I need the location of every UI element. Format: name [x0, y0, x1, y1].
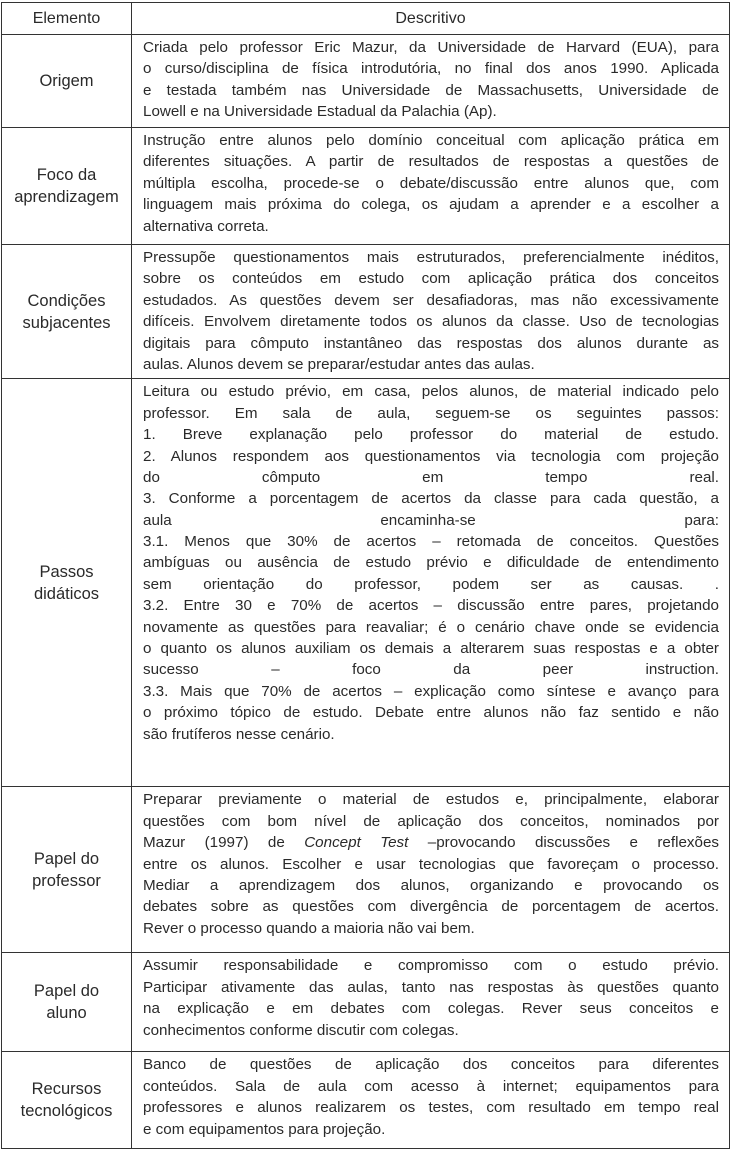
description-line: e testada também nas Universidade de Massachusetts, Universidade de [143, 81, 719, 99]
element-label: subjacentes [22, 313, 111, 332]
description-line: estudados. As questões devem ser desafiadoras, mas não excessivamente [143, 291, 719, 309]
element-cell [2, 128, 132, 245]
description-line: Assumir responsabilidade e compromisso com o estudo prévio. [143, 957, 719, 975]
description-line: novamente as questões para reavaliar; é o cenário chave onde se evidencia [143, 618, 719, 636]
description-line: aula encaminha-se para: [143, 511, 719, 529]
element-cell [2, 787, 132, 953]
description-line: difíceis. Envolvem diretamente todos os alunos da classe. Uso de tecnologias [143, 313, 719, 331]
table-header-row [2, 3, 730, 35]
description-line: alternativa correta. [143, 217, 269, 235]
description-line: Rever o processo quando a maioria não vai bem. [143, 919, 475, 937]
description-line: 3.3. Mais que 70% de acertos – explicação como síntese e avanço para [143, 682, 719, 700]
element-label: professor [32, 871, 101, 890]
description-line: o próximo tópico de estudo. Debate entre alunos não faz sentido e não [143, 704, 719, 722]
description-line: aulas. Alunos devem se preparar/estudar antes das aulas. [143, 355, 535, 373]
element-cell [2, 379, 132, 787]
description-line: Mediar a aprendizagem dos alunos, organizando e provocando os [143, 876, 719, 894]
description-line: conhecimentos conforme discutir com colegas. [143, 1021, 459, 1039]
description-line: professores e alunos realizarem os testes, com resultado em tempo real [143, 1099, 719, 1117]
element-label: Papel do [33, 982, 100, 1001]
element-label: didáticos [33, 584, 100, 603]
description-line: sucesso – foco da peer instruction. [143, 661, 719, 679]
element-cell [2, 953, 132, 1052]
element-label: tecnológicos [20, 1102, 113, 1121]
description-line: linguagem mais próxima do colega, os ajudam a aprender e a escolher a [143, 196, 719, 214]
header-descritivo: Descritivo [132, 3, 730, 35]
description-line: e com equipamentos para projeção. [143, 1120, 386, 1138]
element-label: Recursos [31, 1080, 102, 1099]
element-cell [2, 245, 132, 379]
element-cell [2, 1052, 132, 1149]
description-line: conteúdos. Sala de aula com acesso à internet; equipamentos para [143, 1077, 719, 1095]
description-line: Pressupõe questionamentos mais estruturados, preferencialmente inéditos, [143, 249, 719, 266]
description-line: 1. Breve explanação pelo professor do material de estudo. [143, 426, 719, 444]
description-cell [132, 128, 730, 245]
element-label: aprendizagem [14, 188, 119, 206]
description-line: são frutíferos nesse cenário. [143, 725, 335, 743]
description-line: 3.2. Entre 30 e 70% de acertos – discussão entre pares, projetando [143, 597, 719, 615]
description-line: Criada pelo professor Eric Mazur, da Universidade de Harvard (EUA), para [143, 39, 719, 56]
table-row [2, 953, 730, 1052]
description-line: múltipla escolha, procede-se o debate/discussão entre alunos que, com [143, 174, 719, 192]
description-line: Preparar previamente o material de estudos e, principalmente, elaborar [143, 791, 719, 809]
table-row [2, 245, 730, 379]
description-line: sem orientação do professor, podem ser as causas. . [143, 575, 719, 593]
element-label: Papel do [33, 849, 100, 868]
table-row [2, 1052, 730, 1149]
description-line: debates sobre as questões com divergência de porcentagem de acertos. [143, 898, 719, 916]
description-line: Mazur (1997) de Concept Test –provocando discussões e reflexões [143, 834, 719, 852]
element-label: Condições [27, 291, 106, 310]
description-line: do cômputo em tempo real. [143, 468, 719, 486]
description-line: Banco de questões de aplicação dos conceitos para diferentes [143, 1056, 719, 1074]
description-line: Lowell e na Universidade Estadual da Palachia (Ap). [143, 103, 497, 121]
description-line: professor. Em sala de aula, seguem-se os seguintes passos: [143, 404, 719, 422]
description-cell [132, 953, 730, 1052]
element-cell [2, 35, 132, 128]
description-line: o quanto os alunos auxiliam os demais a alterarem suas respostas e a obter [143, 640, 719, 658]
description-line: Instrução entre alunos pelo domínio conceitual com aplicação prática em [143, 132, 719, 149]
header-elemento: Elemento [2, 3, 132, 35]
description-line: questões com bom nível de aplicação dos conceitos, nominados por [143, 812, 719, 830]
table-row [2, 379, 730, 787]
description-cell [132, 379, 730, 787]
description-line: sobre os conteúdos em estudo com aplicação prática dos conceitos [143, 270, 719, 288]
description-line: o curso/disciplina de física introdutória, no final dos anos 1990. Aplicada [143, 60, 719, 78]
description-line: ambíguas ou ausência de estudo prévio e dificuldade de entendimento [143, 554, 719, 572]
table-row [2, 787, 730, 953]
description-line: na explicação e em debates com colegas. Rever seus conceitos e [143, 1000, 719, 1018]
peer-instruction-table [1, 2, 730, 1149]
element-label: Foco da [36, 166, 97, 184]
description-cell [132, 1052, 730, 1149]
description-line: 3.1. Menos que 30% de acertos – retomada de conceitos. Questões [143, 533, 719, 551]
element-label: Passos [39, 562, 94, 581]
description-line: Participar ativamente das aulas, tanto nas respostas às questões quanto [143, 978, 719, 996]
description-line: 2. Alunos respondem aos questionamentos via tecnologia com projeção [143, 447, 719, 465]
element-label: Origem [39, 72, 94, 90]
description-line: Leitura ou estudo prévio, em casa, pelos alunos, de material indicado pelo [143, 383, 719, 401]
description-line: digitais para cômputo instantâneo das respostas dos alunos durante as [143, 334, 719, 352]
table-row [2, 128, 730, 245]
description-line: diferentes situações. A partir de resultados de respostas a questões de [143, 153, 719, 171]
description-cell [132, 35, 730, 128]
concept-test-term: Concept Test [304, 834, 409, 852]
description-line: entre os alunos. Escolher e usar tecnologias que favoreçam o processo. [143, 855, 719, 873]
description-cell [132, 245, 730, 379]
description-cell [132, 787, 730, 953]
table-row [2, 35, 730, 128]
element-label: aluno [46, 1004, 87, 1023]
description-line: 3. Conforme a porcentagem de acertos da classe para cada questão, a [143, 490, 719, 508]
